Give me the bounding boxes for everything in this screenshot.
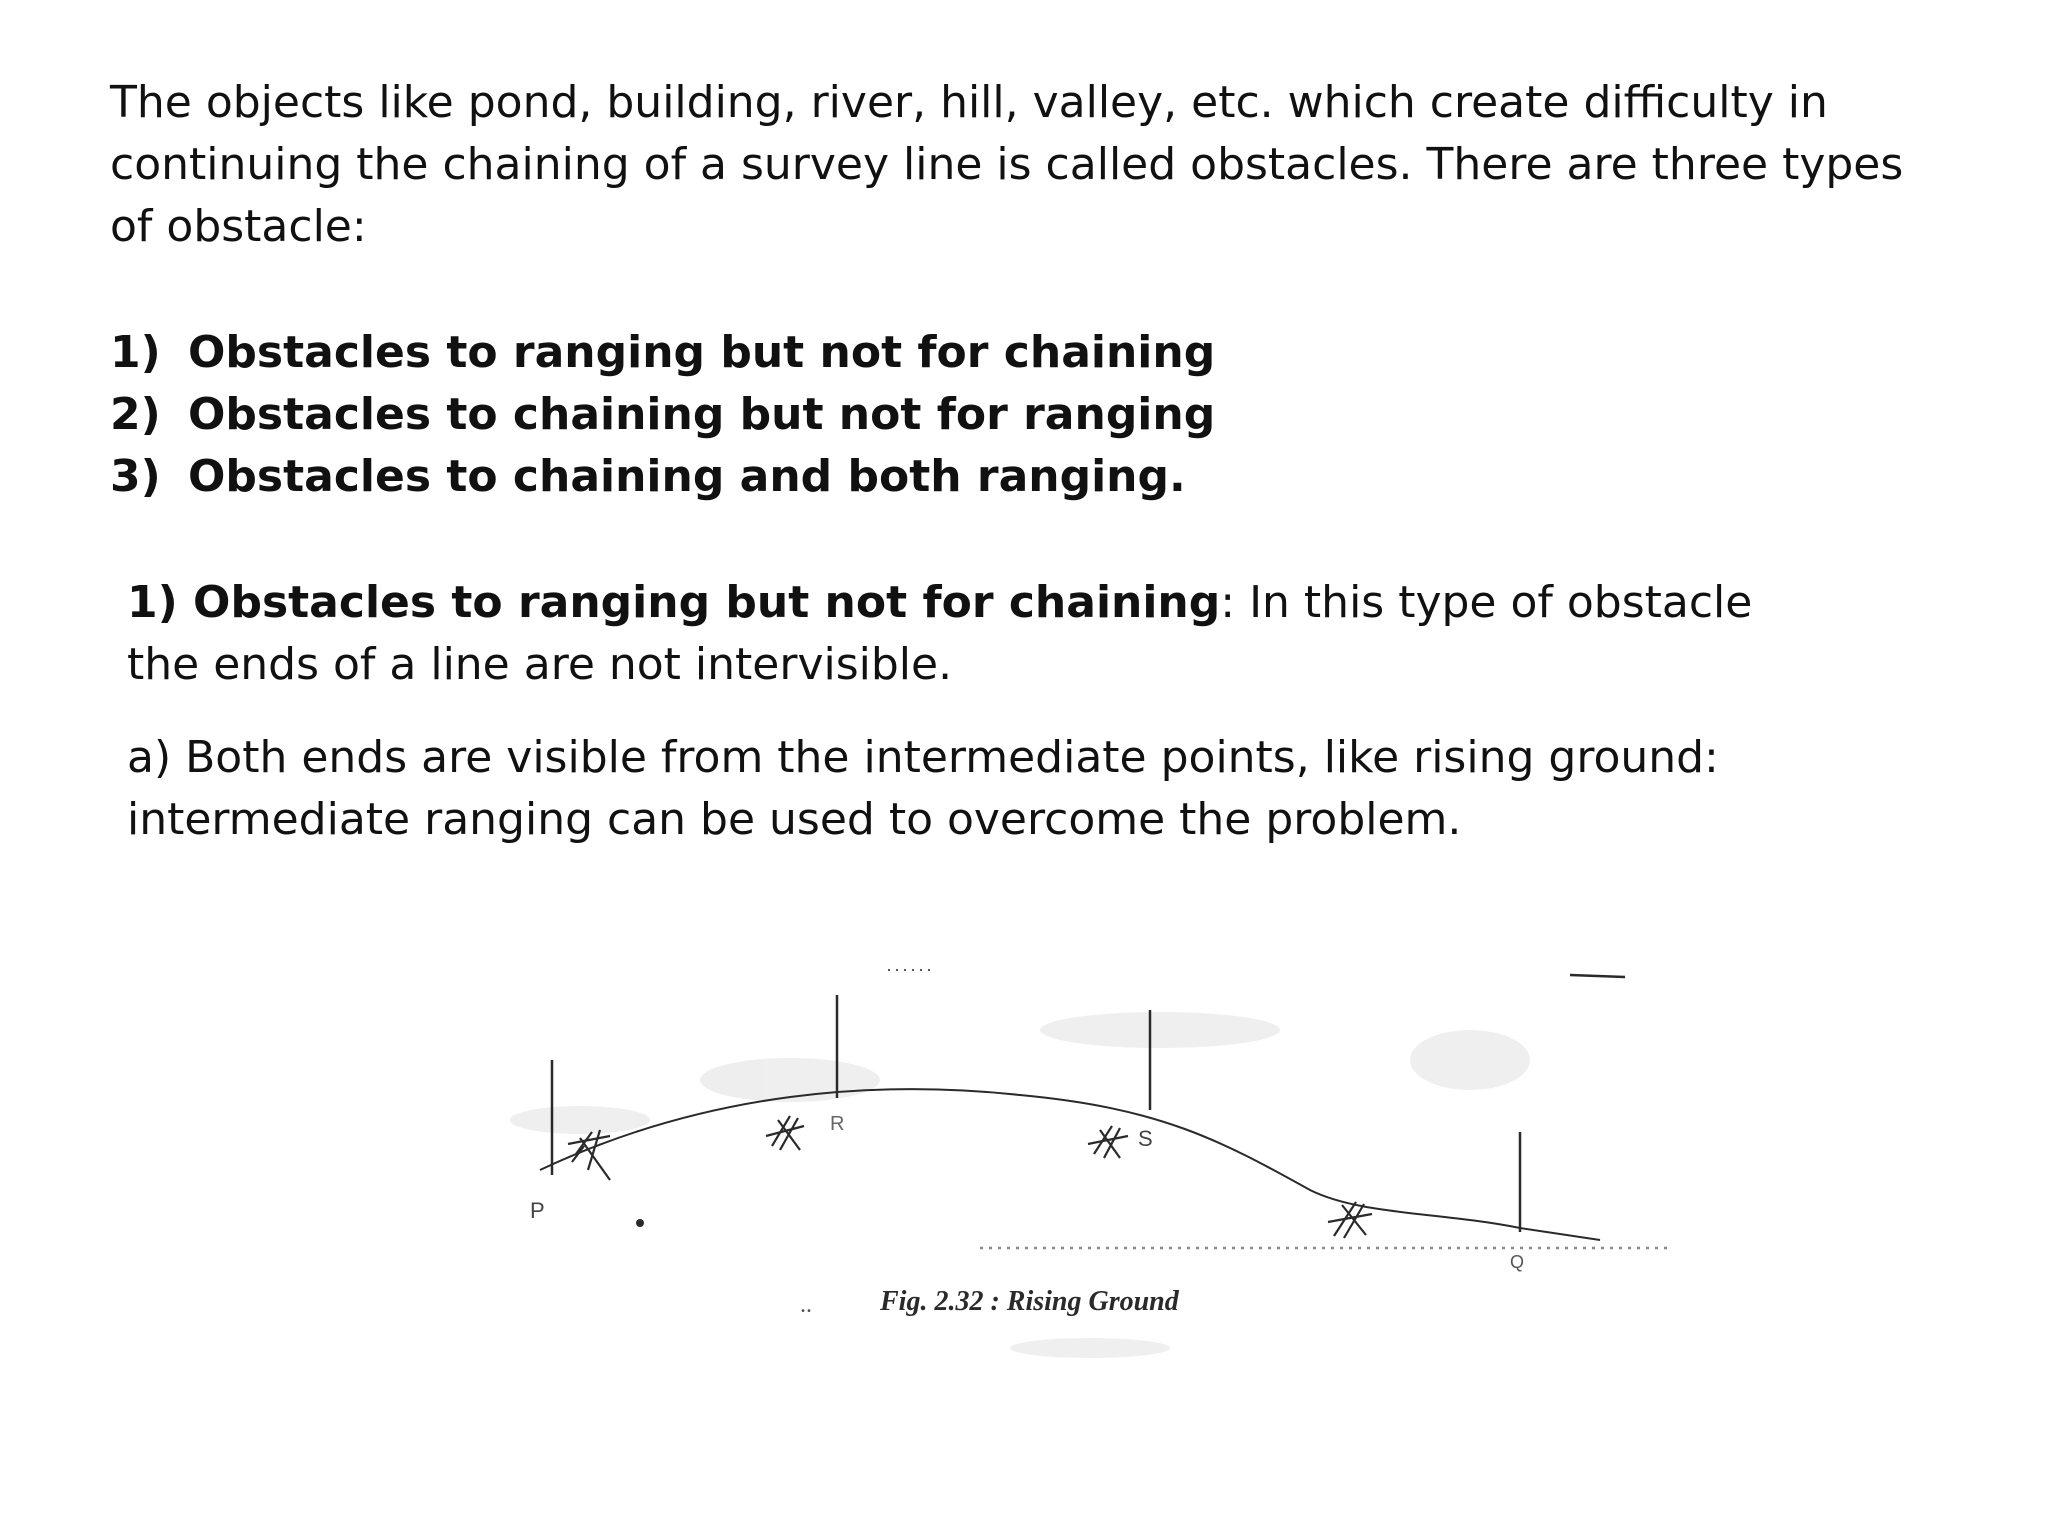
list-label: Obstacles to chaining and both ranging. [188, 451, 1186, 502]
caption-dots: .. [800, 1292, 812, 1318]
intro-paragraph: The objects like pond, building, river, hill, valley, etc. which create difficulty in continuing the chaining of a survey line is called obstacles. There are three types of obstacle: [110, 77, 1904, 252]
list-number: 1) [110, 327, 161, 378]
surveyor-figure-s [1088, 1126, 1128, 1158]
list-number: 3) [110, 451, 161, 502]
label-p: P [530, 1198, 545, 1223]
ground-dot [636, 1219, 644, 1227]
section-1-paragraph [127, 572, 1767, 696]
obstacle-type-item [110, 322, 1215, 384]
list-number: 2) [110, 389, 161, 440]
obstacle-type-item [110, 446, 1215, 508]
top-dash [1570, 975, 1625, 977]
obstacle-type-item [110, 384, 1215, 446]
figure-caption: Fig. 2.32 : Rising Ground [880, 1286, 1179, 1317]
surveyor-figure-r [766, 1116, 804, 1150]
section-1-heading: 1) Obstacles to ranging but not for chaining [127, 577, 1221, 628]
section-1-description: : In this type of obstacle the ends of a line are not intervisible. [127, 577, 1753, 690]
ground-profile-line [540, 1089, 1600, 1240]
point-a-paragraph: a) Both ends are visible from the intermediate points, like rising ground: intermediate ranging can be used to overcome the problem. [127, 732, 1719, 845]
list-label: Obstacles to chaining but not for ranging [188, 389, 1216, 440]
rising-ground-figure [460, 940, 1720, 1360]
label-r: R [830, 1113, 845, 1135]
rising-ground-diagram [460, 940, 1720, 1360]
obstacle-types-list [110, 322, 1215, 508]
label-q: Q [1510, 1252, 1525, 1272]
label-s: S [1138, 1126, 1153, 1151]
list-label: Obstacles to ranging but not for chaining [188, 327, 1216, 378]
